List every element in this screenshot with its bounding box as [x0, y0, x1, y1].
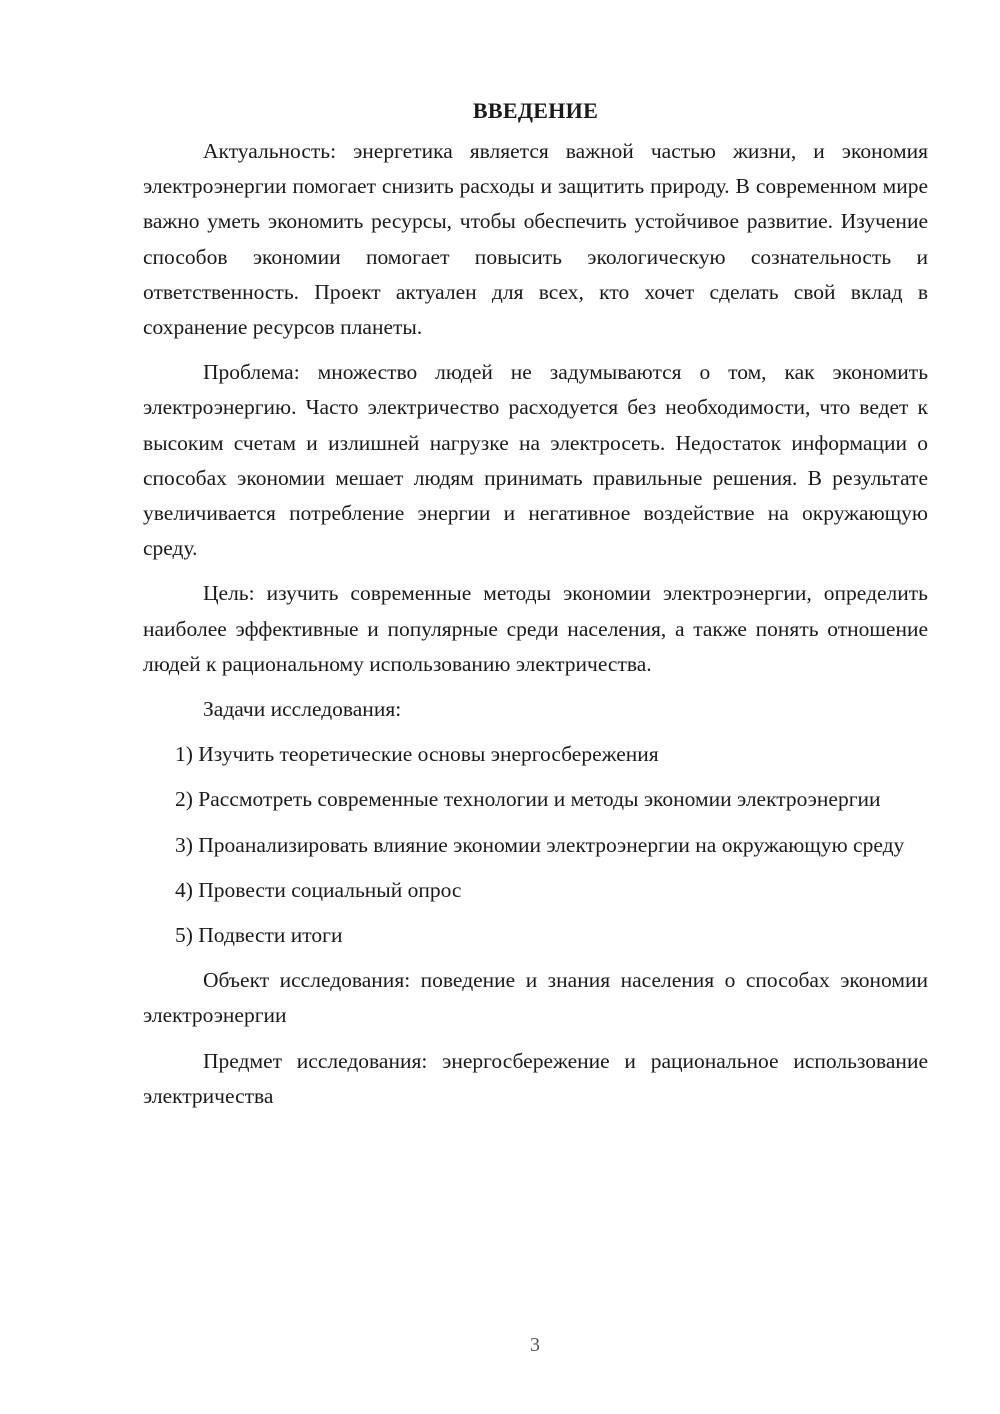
- task-item-4: 4) Провести социальный опрос: [175, 877, 462, 902]
- object-paragraph: Объект исследования: поведение и знания населения о способах экономии электроэнергии: [143, 968, 928, 1028]
- task-item-2: 2) Рассмотреть современные технологии и методы экономии электроэнергии: [175, 787, 881, 812]
- document-page: [143, 96, 928, 1124]
- section-title: ВВЕДЕНИЕ: [472, 98, 599, 123]
- tasks-heading: Задачи исследования:: [203, 697, 402, 722]
- task-item-3: 3) Проанализировать влияние экономии электроэнергии на окружающую среду: [175, 832, 905, 857]
- relevance-paragraph: Актуальность: энергетика является важной частью жизни, и экономия электроэнергии помогает снизить расходы и защитить природу. В современном мире важно уметь экономить ресурсы, чтобы обеспечить устойчивое развитие. Изучение способов экономии помогает повысить экологическую сознательность и ответственность. Проект актуален для всех, кто хочет сделать свой вклад в сохранение ресурсов планеты.: [143, 139, 928, 340]
- page-number: 3: [530, 1334, 540, 1356]
- goal-paragraph: Цель: изучить современные методы экономии электроэнергии, определить наиболее эффективные и популярные среди населения, а также понять отношение людей к рациональному использованию электричества.: [143, 581, 928, 676]
- problem-paragraph: Проблема: множество людей не задумываются о том, как экономить электроэнергию. Часто электричество расходуется без необходимости, что ведет к высоким счетам и излишней нагрузке на электросеть. Недостаток информации о способах экономии мешает людям принимать правильные решения. В результате увеличивается потребление энергии и негативное воздействие на окружающую среду.: [143, 360, 928, 561]
- subject-paragraph: Предмет исследования: энергосбережение и рациональное использование электричества: [143, 1048, 928, 1108]
- task-item-5: 5) Подвести итоги: [175, 923, 343, 948]
- task-item-1: 1) Изучить теоретические основы энергосбережения: [175, 742, 659, 767]
